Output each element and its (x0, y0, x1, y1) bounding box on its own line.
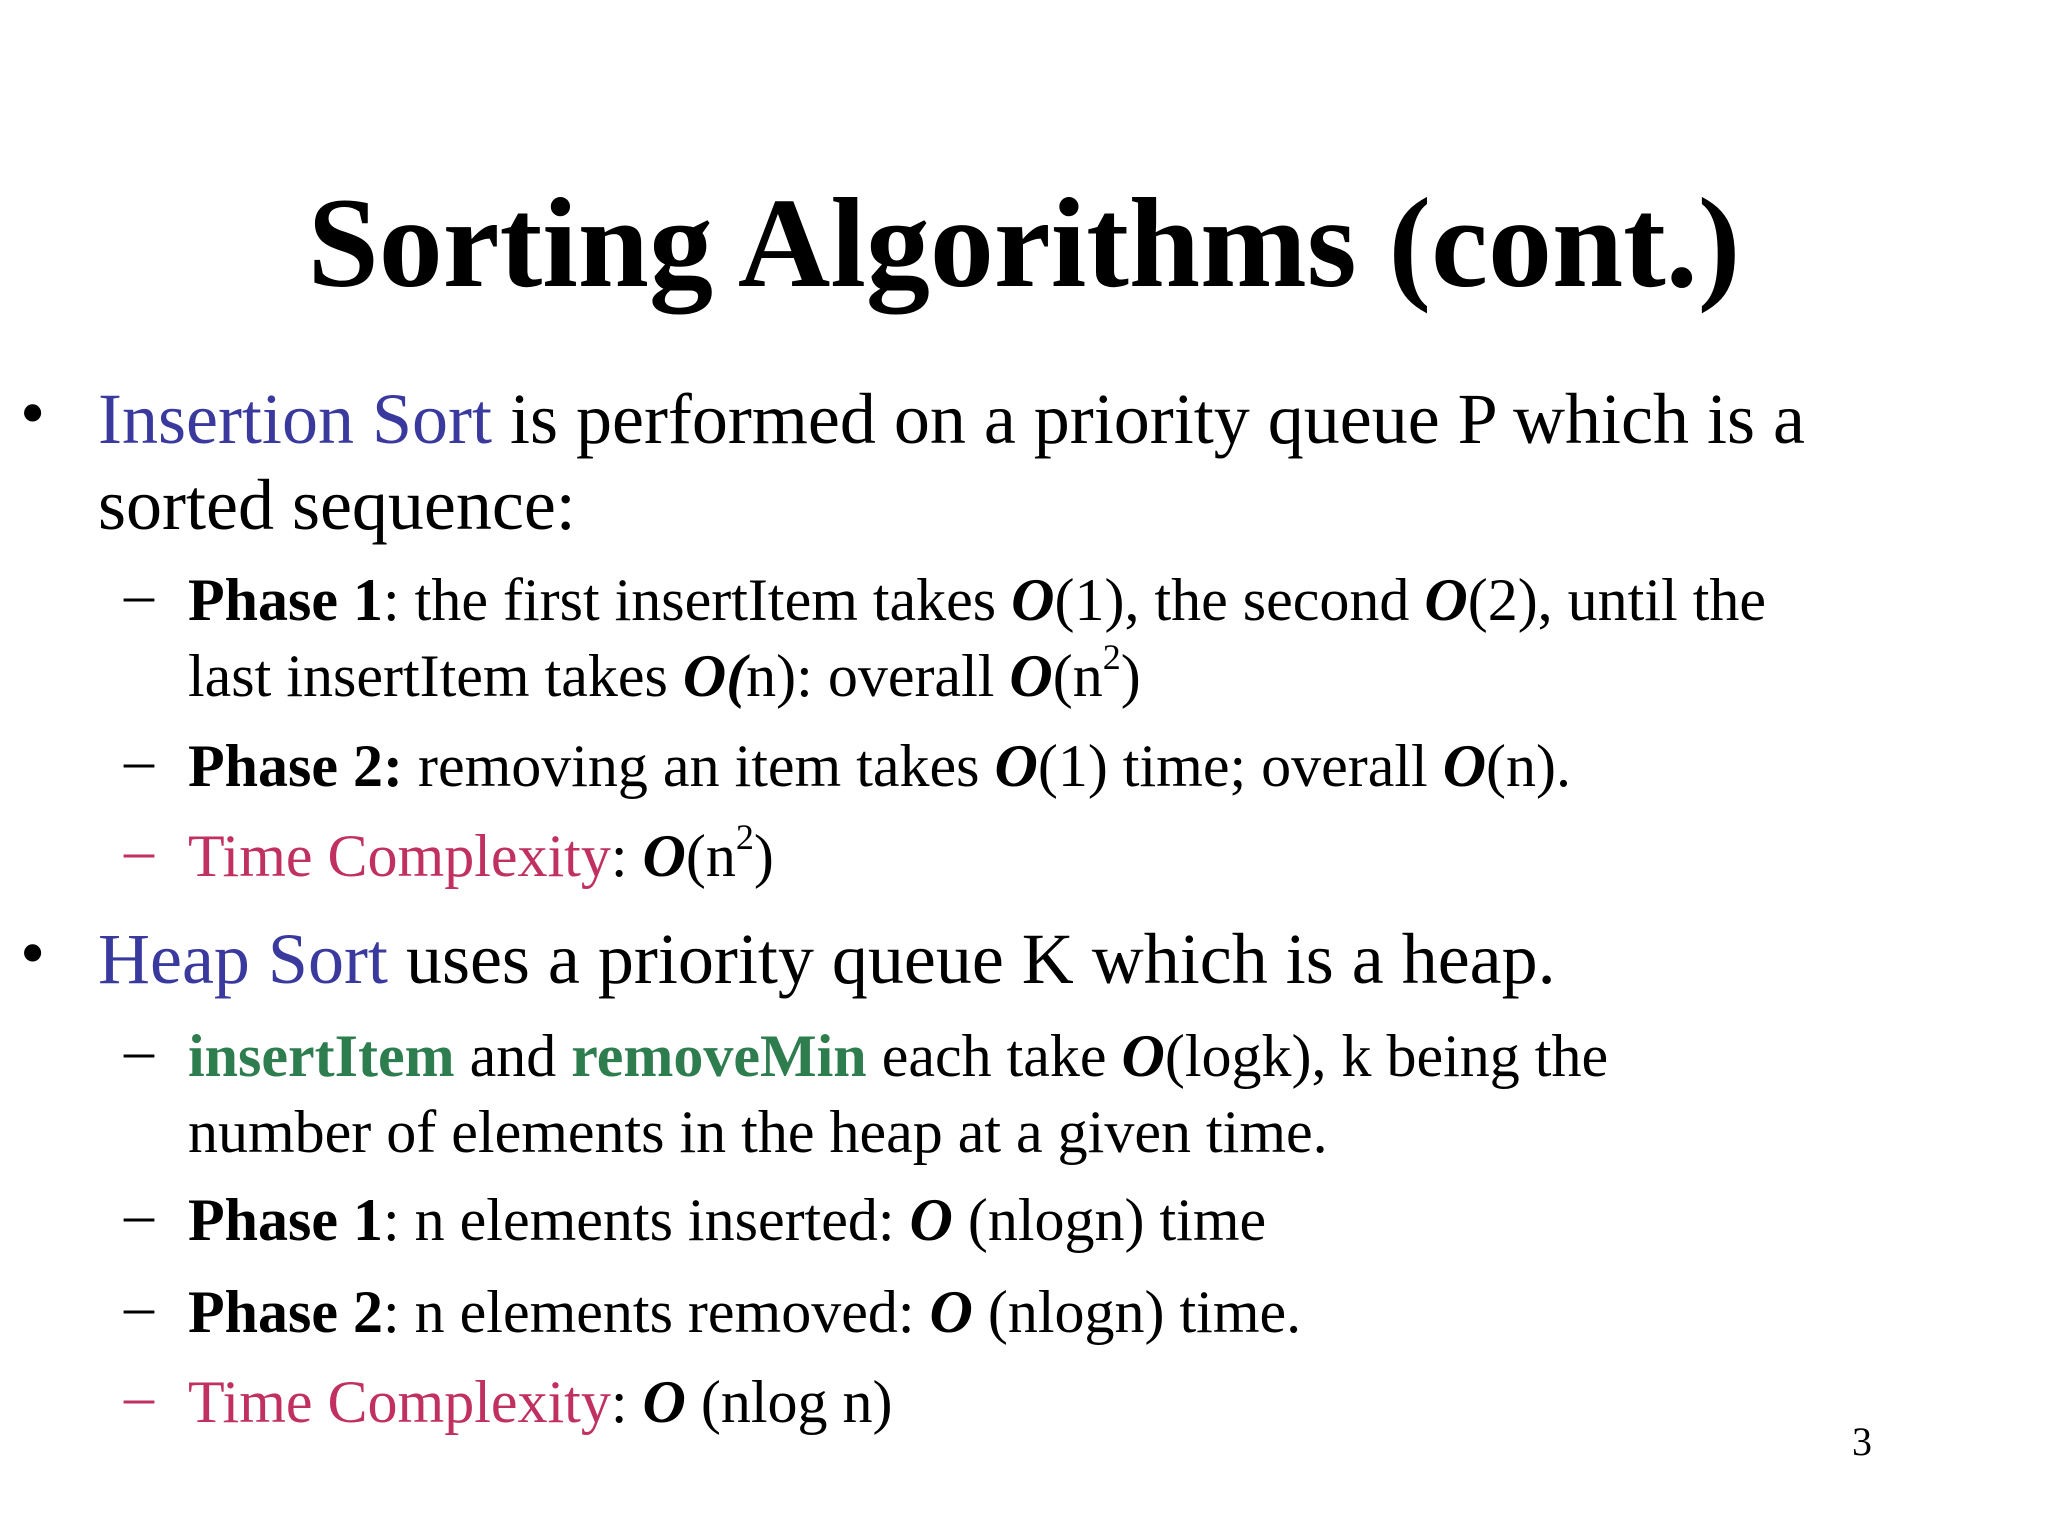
dash-marker: – (124, 1017, 154, 1083)
phase2-text-b: (1) time; overall (1037, 733, 1443, 799)
insert-item-term: insertItem (188, 1023, 455, 1089)
slide-title: Sorting Algorithms (cont.) (307, 172, 1741, 314)
dash-marker: – (124, 727, 154, 793)
exponent: 2 (735, 817, 754, 857)
phase1-text-b: (1), the second (1054, 567, 1425, 633)
heap-desc: uses a priority queue K which is a heap. (387, 919, 1556, 999)
big-o: O (1424, 567, 1468, 633)
heap-time-complexity (124, 1363, 2038, 1440)
and-text: and (454, 1023, 572, 1089)
big-o: O (642, 823, 686, 889)
phase2-label: Phase 2 (188, 1279, 383, 1345)
dash-marker: – (124, 1363, 154, 1429)
phase1-text-c: (2), until the (1467, 567, 1766, 633)
big-o: O (994, 733, 1038, 799)
heap-tc-text: (nlog n) (685, 1369, 893, 1435)
tc-text: (n (685, 823, 736, 889)
big-o: O (1009, 643, 1053, 709)
ops-text-a: each take (866, 1023, 1122, 1089)
insertion-desc-line2: sorted sequence: (98, 465, 576, 545)
page-number: 3 (1852, 1419, 1872, 1464)
bullet-marker: • (20, 373, 46, 453)
heap-phase1 (124, 1181, 2038, 1258)
time-complexity-label: Time Complexity (188, 1369, 611, 1435)
tc-colon: : (610, 1369, 643, 1435)
heap-phase2 (124, 1273, 2038, 1350)
big-o-paren: O( (682, 643, 747, 709)
ops-text-c: number of elements in the heap at a given time. (188, 1099, 1328, 1165)
phase1-label: Phase 1 (188, 1187, 383, 1253)
phase1-text-e: n): overall (746, 643, 1010, 709)
dash-marker: – (124, 817, 154, 883)
bullet-heap-sort (20, 913, 2028, 1002)
big-o: O (1011, 567, 1055, 633)
heap-phase2-text-a: : n elements removed: (383, 1279, 930, 1345)
big-o: O (929, 1279, 973, 1345)
remove-min-term: removeMin (571, 1023, 867, 1089)
time-complexity-label: Time Complexity (188, 823, 611, 889)
dash-marker: – (124, 1273, 154, 1339)
phase1-text-d: last insertItem takes (188, 643, 683, 709)
dash-marker: – (124, 1181, 154, 1247)
close-paren: ) (753, 823, 774, 889)
insertion-desc-line1: is performed on a priority queue P which is a (491, 379, 1805, 459)
close-paren: ) (1120, 643, 1141, 709)
phase2-text-a: removing an item takes (402, 733, 995, 799)
ops-text-b: (logk), k being the (1164, 1023, 1609, 1089)
tc-colon: : (610, 823, 643, 889)
heap-sort-term: Heap Sort (98, 919, 388, 999)
bullet-insertion-sort (20, 373, 2028, 548)
big-o: O (1442, 733, 1487, 799)
bullet-marker: • (20, 913, 46, 993)
heap-phase1-text-a: : n elements inserted: (383, 1187, 910, 1253)
big-o: O (1121, 1023, 1165, 1089)
insertion-phase2 (124, 727, 2038, 804)
exponent: 2 (1102, 637, 1121, 677)
phase2-text-c: (n). (1486, 733, 1572, 799)
heap-operations (124, 1017, 2038, 1170)
insertion-time-complexity (124, 817, 2038, 894)
big-o: O (642, 1369, 686, 1435)
insertion-phase1 (124, 561, 2038, 714)
big-o: O (909, 1187, 953, 1253)
phase1-label: Phase 1 (188, 567, 383, 633)
phase1-text-f: (n (1052, 643, 1103, 709)
insertion-sort-term: Insertion Sort (98, 379, 492, 459)
heap-phase2-text-b: (nlogn) time. (972, 1279, 1302, 1345)
heap-phase1-text-b: (nlogn) time (952, 1187, 1267, 1253)
phase2-label: Phase 2: (188, 733, 403, 799)
dash-marker: – (124, 561, 154, 627)
phase1-text-a: : the first insertItem takes (383, 567, 1012, 633)
